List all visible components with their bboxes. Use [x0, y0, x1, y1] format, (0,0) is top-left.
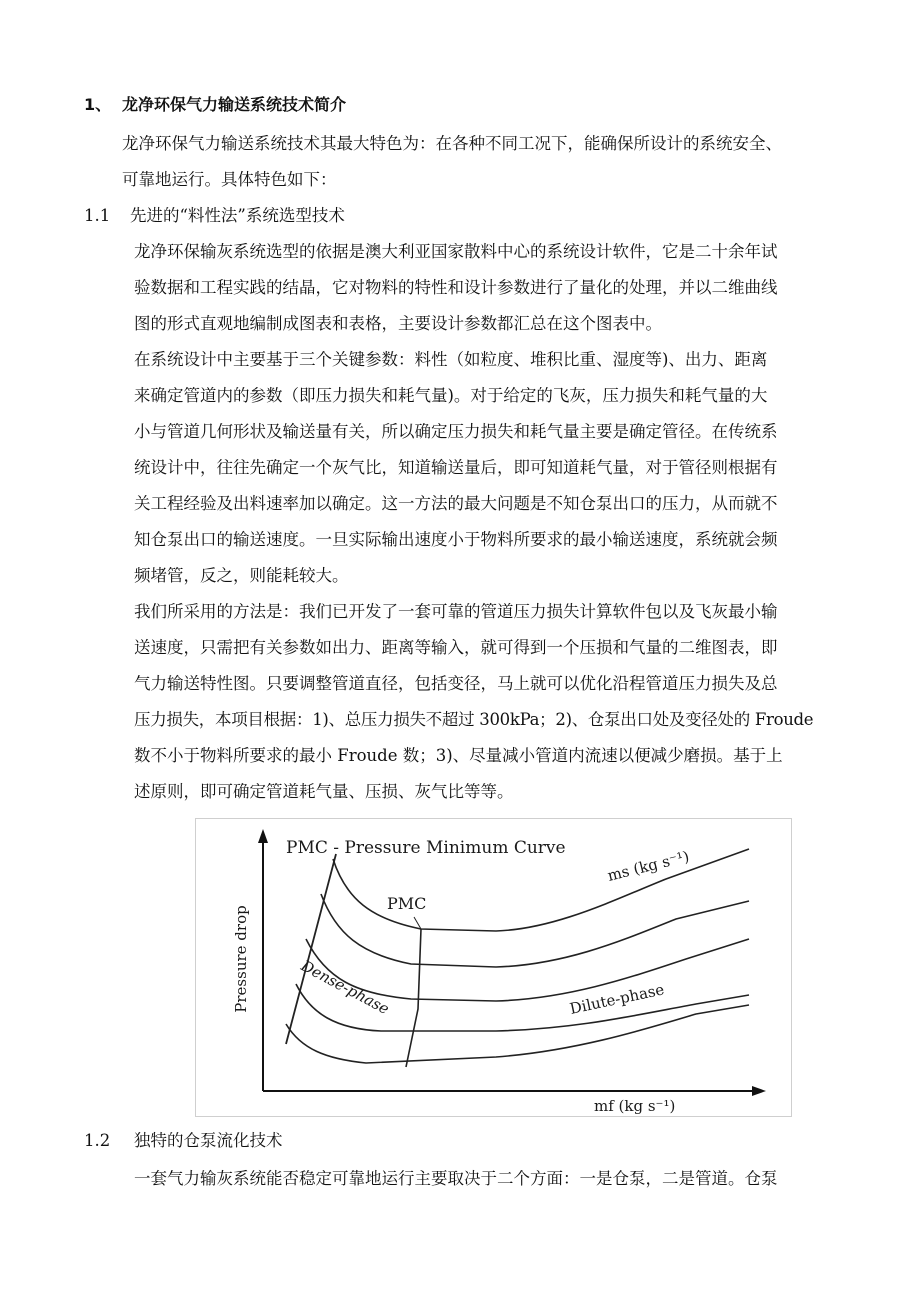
paragraph-line: 龙净环保输灰系统选型的依据是澳大利亚国家散料中心的系统设计软件，它是二十余年试	[134, 242, 778, 261]
curve-ms-2	[321, 894, 749, 967]
series-label: ms (kg s⁻¹)	[605, 847, 691, 885]
intro-line: 可靠地运行。具体特色如下：	[122, 170, 337, 189]
pmc-label: PMC	[387, 894, 427, 913]
paragraph-line: 验数据和工程实践的结晶，它对物料的特性和设计参数进行了量化的处理，并以二维曲线	[134, 278, 778, 297]
paragraph-line: 我们所采用的方法是：我们已开发了一套可靠的管道压力损失计算软件包以及飞灰最小输	[134, 602, 778, 621]
section-1-title: 龙净环保气力输送系统技术简介	[122, 95, 347, 114]
section-1-2-number: 1.2	[84, 1131, 111, 1150]
paragraph-line: 图的形式直观地编制成图表和表格，主要设计参数都汇总在这个图表中。	[134, 314, 662, 333]
paragraph-line: 一套气力输灰系统能否稳定可靠地运行主要取决于二个方面：一是仓泵，二是管道。仓泵	[134, 1169, 778, 1188]
paragraph-line: 数不小于物料所要求的最小 Froude 数；3)、尽量减小管道内流速以便减少磨损。基于上	[134, 746, 783, 765]
paragraph-line: 述原则，即可确定管道耗气量、压损、灰气比等等。	[134, 782, 514, 801]
paragraph-line: 压力损失，本项目根据：1)、总压力损失不超过 300kPa；2)、仓泵出口处及变径处的 Froude	[134, 710, 814, 729]
section-1-2-title: 独特的仓泵流化技术	[134, 1131, 283, 1150]
figure-ylabel: Pressure drop	[232, 905, 250, 1013]
dense-phase-label: Dense-phase	[298, 956, 393, 1019]
x-axis-arrow	[752, 1086, 766, 1096]
pmc-figure	[195, 818, 792, 1117]
intro-line: 龙净环保气力输送系统技术其最大特色为：在各种不同工况下，能确保所设计的系统安全、	[122, 134, 782, 153]
y-axis-arrow	[258, 829, 268, 843]
paragraph-line: 送速度，只需把有关参数如出力、距离等输入，就可得到一个压损和气量的二维图表，即	[134, 638, 778, 657]
paragraph-line: 来确定管道内的参数（即压力损失和耗气量)。对于给定的飞灰，压力损失和耗气量的大	[134, 386, 768, 405]
dilute-phase-label: Dilute-phase	[568, 980, 666, 1018]
section-1-1-title: 先进的“料性法”系统选型技术	[130, 206, 345, 225]
paragraph-line: 统设计中，往往先确定一个灰气比，知道输送量后，即可知道耗气量，对于管径则根据有	[134, 458, 778, 477]
pmc-diagram	[196, 819, 791, 1116]
figure-xlabel: mf (kg s⁻¹)	[594, 1097, 676, 1115]
paragraph-line: 知仓泵出口的输送速度。一旦实际输出速度小于物料所要求的最小输送速度，系统就会频	[134, 530, 778, 549]
section-1-heading	[84, 95, 346, 115]
section-1-number: 1、	[84, 95, 112, 114]
section-1-1-number: 1.1	[84, 206, 111, 225]
paragraph-line: 关工程经验及出料速率加以确定。这一方法的最大问题是不知仓泵出口的压力，从而就不	[134, 494, 778, 513]
section-1-1-heading	[84, 206, 345, 226]
figure-title: PMC - Pressure Minimum Curve	[286, 838, 566, 858]
section-1-2-heading	[84, 1131, 283, 1151]
left-boundary-line	[286, 854, 336, 1044]
paragraph-line: 小与管道几何形状及输送量有关，所以确定压力损失和耗气量主要是确定管径。在传统系	[134, 422, 778, 441]
paragraph-line: 在系统设计中主要基于三个关键参数：料性（如粒度、堆积比重、湿度等)、出力、距离	[134, 350, 768, 369]
paragraph-line: 气力输送特性图。只要调整管道直径，包括变径，马上就可以优化沿程管道压力损失及总	[134, 674, 778, 693]
curve-ms-5	[286, 1005, 749, 1063]
paragraph-line: 频堵管，反之，则能耗较大。	[134, 566, 349, 585]
